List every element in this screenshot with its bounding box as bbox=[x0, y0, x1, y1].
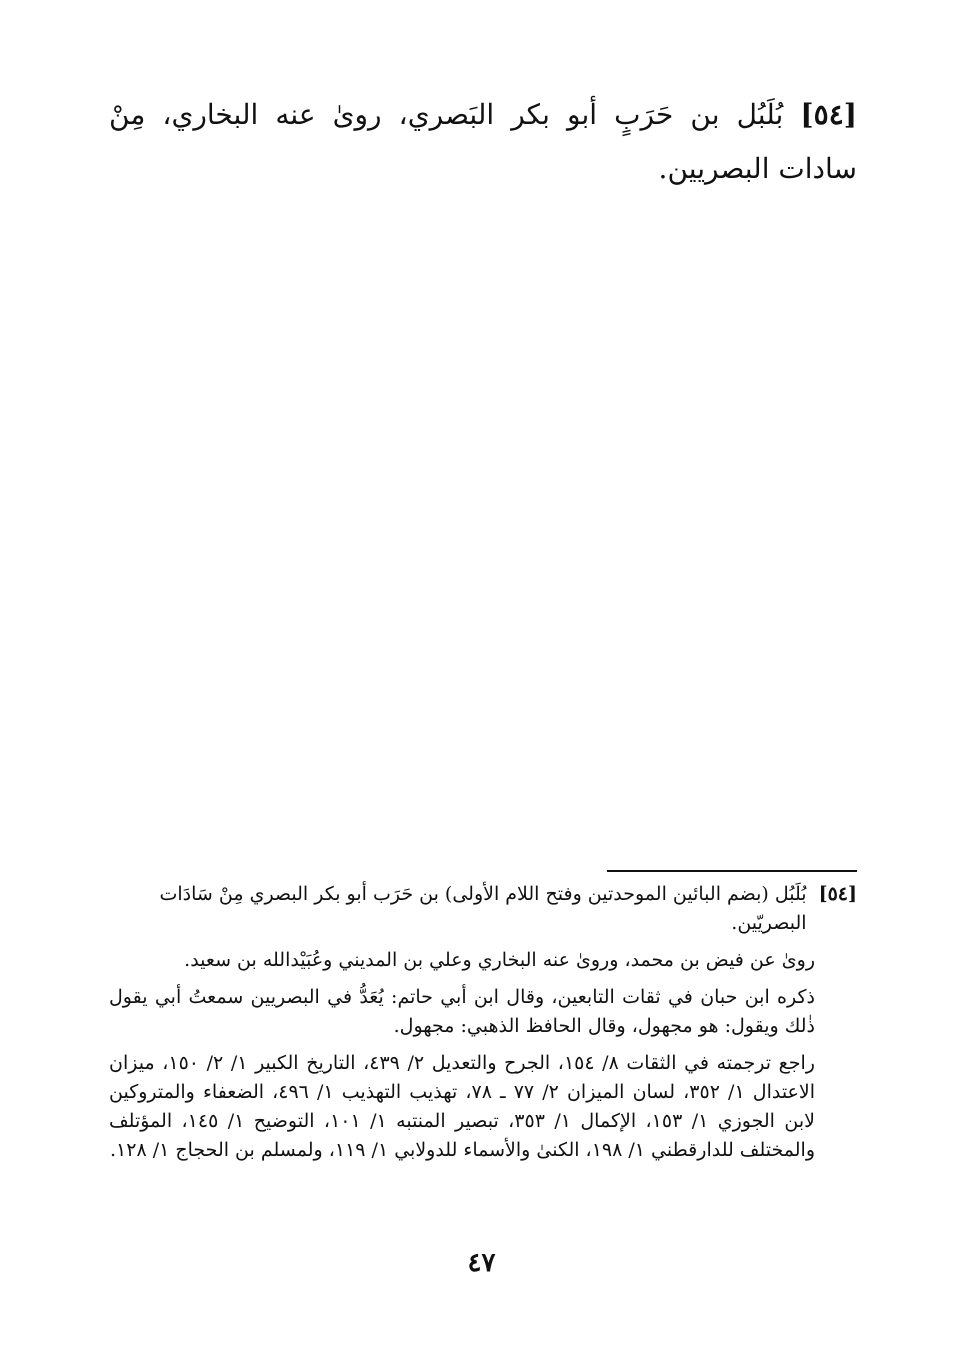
entry-text: بُلَبُل بن حَرَبٍ أبو بكر البَصري، روىٰ عنه البخاري، مِنْ سادات البصريين. bbox=[109, 98, 857, 185]
footnote-paragraph: ذكره ابن حبان في ثقات التابعين، وقال ابن أبي حاتم: يُعَدُّ في البصريين سمعتُ أبي يقول ذٰلك ويقول: هو مجهول، وقال الحافظ الذهبي: مجهول. bbox=[109, 986, 815, 1037]
entry-number: [٥٤] bbox=[800, 98, 857, 131]
footnote-intro: بُلَبُل (بضم البائين الموحدتين وفتح اللام الأولى) بن حَرَب أبو بكر البصري مِنْ سَادَات البصريّين. bbox=[159, 883, 807, 934]
footnote-paragraph: راجع ترجمته في الثقات ٨/ ١٥٤، الجرح والتعديل ٢/ ٤٣٩، التاريخ الكبير ١/ ٢/ ١٥٠، ميزان الاعتدال ١/ ٣٥٢، لسان الميزان ٢/ ٧٧ ـ ٧٨، تهذيب التهذيب ١/ ٤٩٦، الضعفاء والمتروكين لابن الجوزي ١/ ١٥٣، الإكمال ١/ ٣٥٣، تبصير المنتبه ١/ ١٠١، التوضيح ١/ ١٤٥، المؤتلف والمختلف للدارقطني ١/ ١٩٨، الكنىٰ والأسماء للدولابي ١/ ١١٩، ولمسلم بن الحجاج ١/ ١٢٨. bbox=[109, 1052, 816, 1161]
footnote-paragraph: روىٰ عن فيض بن محمد، وروىٰ عنه البخاري وعلي بن المديني وعُبَيْدالله بن سعيد. bbox=[184, 949, 815, 971]
page-number: ٤٧ bbox=[467, 1248, 496, 1278]
footnote-number: [٥٤] bbox=[818, 883, 857, 905]
main-entry bbox=[109, 88, 857, 196]
footnote-header bbox=[109, 880, 857, 938]
footnote-separator bbox=[607, 870, 857, 872]
footnotes bbox=[109, 880, 857, 1173]
